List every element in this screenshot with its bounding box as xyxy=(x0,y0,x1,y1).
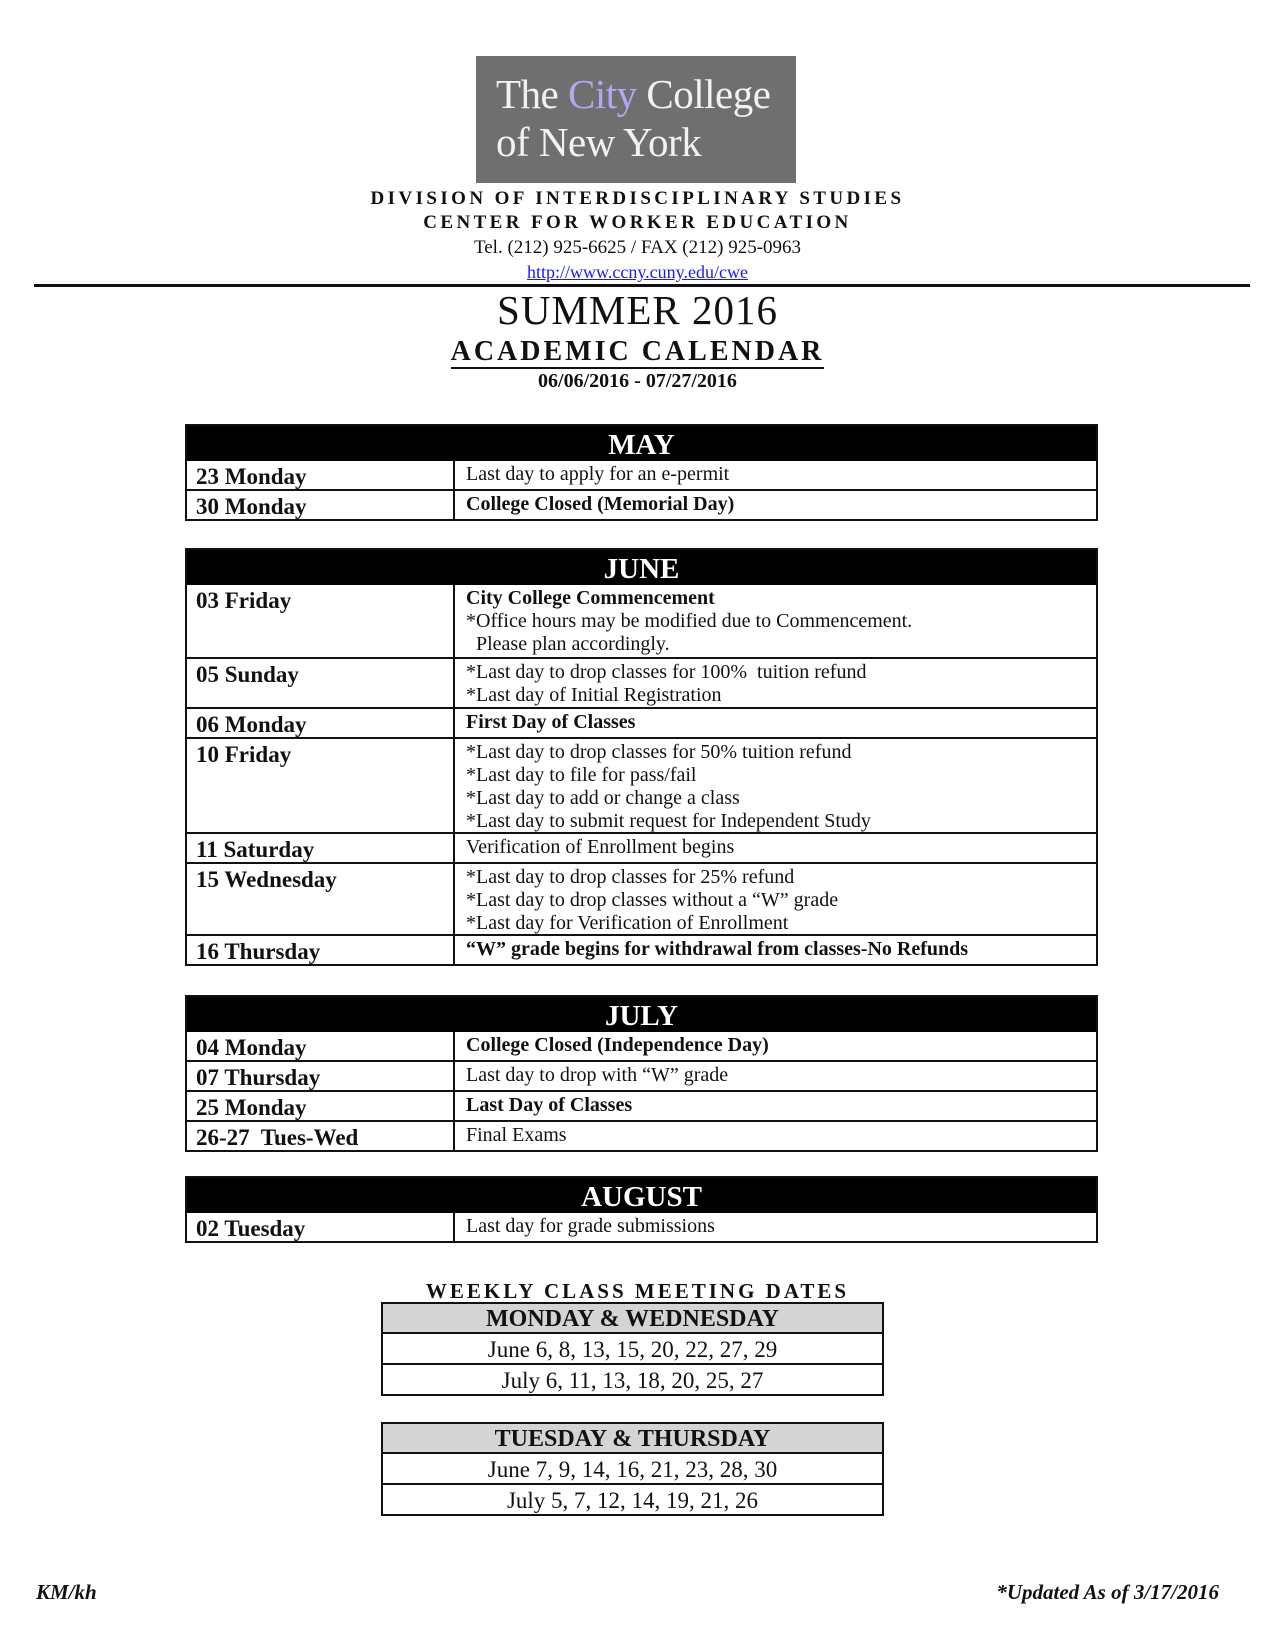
row-description: College Closed (Independence Day) xyxy=(466,1034,769,1056)
calendar-row xyxy=(187,1060,1096,1090)
row-date: 30 Monday xyxy=(187,491,455,519)
row-description: Last day to apply for an e-permit xyxy=(466,463,730,485)
row-description: *Last day to drop classes for 50% tuition refund *Last day to file for pass/fail *Last day to add or change a class *Last day to submit request for Independent Study xyxy=(466,741,871,832)
row-description: “W” grade begins for withdrawal from classes-No Refunds xyxy=(466,938,969,960)
page-subtitle: ACADEMIC CALENDAR xyxy=(450,336,825,367)
row-description: Last day for grade submissions xyxy=(466,1215,715,1237)
calendar-row xyxy=(187,862,1096,934)
row-description: First Day of Classes xyxy=(466,711,636,733)
tue-thu-table xyxy=(381,1422,884,1516)
month-header: JUNE xyxy=(187,550,1096,585)
month-table-july xyxy=(185,995,1098,1152)
calendar-row xyxy=(187,1213,1096,1241)
footer-initials: KM/kh xyxy=(36,1580,97,1604)
logo-text: of New York xyxy=(496,119,702,165)
calendar-row xyxy=(187,1120,1096,1150)
row-date: 03 Friday xyxy=(187,585,455,657)
calendar-row xyxy=(187,461,1096,489)
center-name: CENTER FOR WORKER EDUCATION xyxy=(423,212,852,233)
row-date: 16 Thursday xyxy=(187,936,455,964)
tue-thu-header: TUESDAY & THURSDAY xyxy=(383,1424,882,1454)
row-date: 15 Wednesday xyxy=(187,864,455,934)
month-header: MAY xyxy=(187,426,1096,461)
logo-city-text: City xyxy=(568,71,637,117)
row-description: City College Commencement *Office hours may be modified due to Commencement. Please plan accordingly. xyxy=(466,587,913,655)
mon-wed-july-dates: July 6, 11, 13, 18, 20, 25, 27 xyxy=(383,1363,882,1394)
mon-wed-header: MONDAY & WEDNESDAY xyxy=(383,1304,882,1334)
row-description: College Closed (Memorial Day) xyxy=(466,493,735,515)
row-date: 02 Tuesday xyxy=(187,1213,455,1241)
row-date: 26-27 Tues-Wed xyxy=(187,1122,455,1150)
calendar-row xyxy=(187,737,1096,832)
row-date: 05 Sunday xyxy=(187,659,455,707)
row-description: Last day to drop with “W” grade xyxy=(466,1064,729,1086)
division-name: DIVISION OF INTERDISCIPLINARY STUDIES xyxy=(370,188,905,209)
logo-text: The xyxy=(496,71,559,117)
row-description: Last Day of Classes xyxy=(466,1094,633,1116)
row-description: *Last day to drop classes for 25% refund *Last day to drop classes without a “W” grade *Last day for Verification of Enrollment xyxy=(466,866,839,934)
calendar-row xyxy=(187,657,1096,707)
row-date: 23 Monday xyxy=(187,461,455,489)
calendar-row xyxy=(187,1032,1096,1060)
month-table-may xyxy=(185,424,1098,521)
row-date: 11 Saturday xyxy=(187,834,455,862)
row-description: *Last day to drop classes for 100% tuition refund *Last day of Initial Registration xyxy=(466,661,867,706)
tue-thu-july-dates: July 5, 7, 12, 14, 19, 21, 26 xyxy=(383,1483,882,1514)
month-table-june xyxy=(185,548,1098,966)
calendar-row xyxy=(187,934,1096,964)
weekly-meeting-title: WEEKLY CLASS MEETING DATES xyxy=(425,1279,850,1303)
mon-wed-june-dates: June 6, 8, 13, 15, 20, 22, 27, 29 xyxy=(487,1337,778,1362)
website-link[interactable]: http://www.ccny.cuny.edu/cwe xyxy=(527,262,748,282)
calendar-row xyxy=(187,707,1096,737)
month-header: AUGUST xyxy=(187,1178,1096,1213)
row-date: 04 Monday xyxy=(187,1032,455,1060)
contact-phone: Tel. (212) 925-6625 / FAX (212) 925-0963 xyxy=(473,237,802,258)
mon-wed-table xyxy=(381,1302,884,1396)
calendar-row xyxy=(187,832,1096,862)
college-logo xyxy=(476,56,796,183)
row-description: Verification of Enrollment begins xyxy=(466,836,735,858)
row-date: 06 Monday xyxy=(187,709,455,737)
page-title: SUMMER 2016 xyxy=(497,287,778,333)
tue-thu-june-dates: June 7, 9, 14, 16, 21, 23, 28, 30 xyxy=(487,1457,778,1482)
calendar-row xyxy=(187,489,1096,519)
calendar-row xyxy=(187,1090,1096,1120)
row-date: 25 Monday xyxy=(187,1092,455,1120)
date-range: 06/06/2016 - 07/27/2016 xyxy=(538,370,737,392)
row-description: Final Exams xyxy=(466,1124,567,1146)
month-header: JULY xyxy=(187,997,1096,1032)
row-date: 07 Thursday xyxy=(187,1062,455,1090)
calendar-row xyxy=(187,585,1096,657)
row-date: 10 Friday xyxy=(187,739,455,832)
logo-text: College xyxy=(646,71,771,117)
month-table-august xyxy=(185,1176,1098,1243)
footer-updated-date: *Updated As of 3/17/2016 xyxy=(996,1580,1219,1604)
